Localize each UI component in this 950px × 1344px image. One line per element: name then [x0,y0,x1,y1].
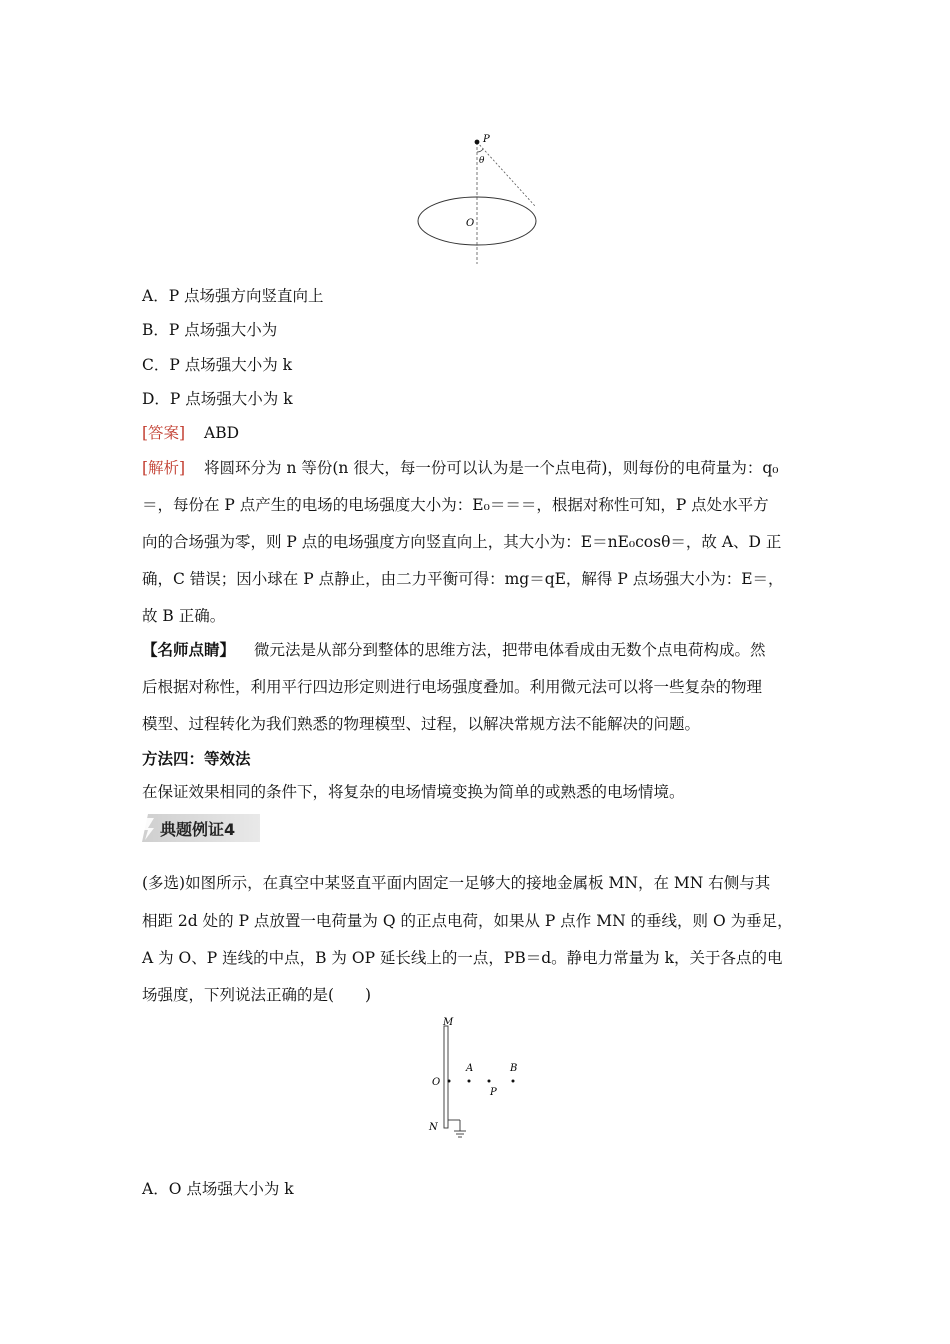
point-p [488,1080,491,1083]
label-m: M [443,1017,454,1028]
label-b: B [510,1063,518,1074]
tips-line: 后根据对称性，利用平行四边形定则进行电场强度叠加。利用微元法可以将一些复杂的物理 [142,678,763,696]
point-p [475,140,480,145]
analysis-row-1 [142,458,779,478]
tips-line: 微元法是从部分到整体的思维方法，把带电体看成由无数个点电荷构成。然 [253,641,766,659]
label-p: P [490,1087,497,1098]
metal-plate [444,1026,448,1128]
analysis-line: 将圆环分为 n 等份(n 很大，每一份可以认为是一个点电荷)，则每份的电荷量为：q₀ [204,459,779,477]
analysis-line: 向的合场强为零，则 P 点的电场强度方向竖直向上，其大小为：E＝nE₀cosθ＝，故 A、D 正 [142,533,782,551]
analysis-line: 确，C 错误；因小球在 P 点静止，由二力平衡可得：mg＝qE，解得 P 点场强大小为：E＝， [142,570,784,588]
banner-title: 典题例证4 [160,820,236,839]
analysis-line: 故 B 正确。 [142,607,226,625]
point-o [448,1080,451,1083]
ring-figure [410,128,550,268]
label-p: P [483,134,490,145]
option-d: D．P 点场强大小为 k [142,390,293,408]
tips-line: 模型、过程转化为我们熟悉的物理模型、过程，以解决常规方法不能解决的问题。 [142,715,701,733]
analysis-tag: [解析] [142,459,186,477]
option-a: A．P 点场强方向竖直向上 [142,287,324,305]
answer-row [142,423,239,443]
label-a: A [466,1063,474,1074]
option-b: B．P 点场强大小为 [142,321,278,339]
analysis-line: ＝，每份在 P 点产生的电场的电场强度大小为：E₀＝＝＝，根据对称性可知，P 点处水平方 [142,496,769,514]
method-heading: 方法四：等效法 [142,749,251,768]
plate-figure [425,1016,535,1146]
answer-tag: [答案] [142,424,186,442]
slant-line [477,142,535,206]
point-b [512,1080,515,1083]
q2-line: 相距 2d 处的 P 点放置一电荷量为 Q 的正点电荷，如果从 P 点作 MN 的垂线，则 O 为垂足， [142,912,793,930]
tips-title: 【名师点睛】 [142,640,236,659]
tips-row-1 [142,640,765,660]
theta-arc [477,149,483,152]
answer-value: ABD [204,424,240,442]
point-a [468,1080,471,1083]
label-o: O [466,218,475,229]
q2-line: A 为 O、P 连线的中点，B 为 OP 延长线上的一点，PB＝d。静电力常量为 k，关于各点的电 [142,949,783,967]
label-n: N [429,1122,438,1133]
q2-line: 场强度，下列说法正确的是( ) [142,986,372,1004]
method-desc: 在保证效果相同的条件下，将复杂的电场情境变换为简单的或熟悉的电场情境。 [142,783,685,801]
q2-option-a: A．O 点场强大小为 k [142,1180,294,1198]
option-c: C．P 点场强大小为 k [142,356,293,374]
label-o: O [432,1077,441,1088]
label-theta: θ [479,156,485,166]
q2-line: (多选)如图所示，在真空中某竖直平面内固定一足够大的接地金属板 MN，在 MN 右侧与其 [142,874,771,892]
example-banner [142,814,260,842]
